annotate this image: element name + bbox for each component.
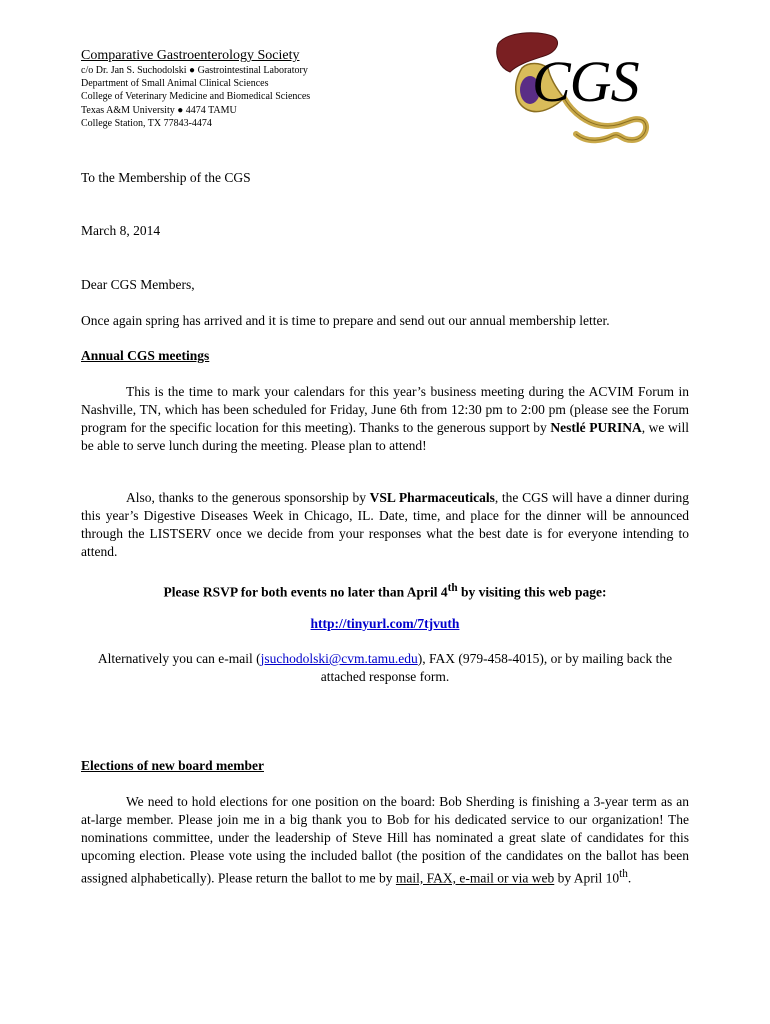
rsvp-line [81,579,689,602]
org-name: Comparative Gastroenterology Society [81,48,300,63]
elections-deadline: by April 10 [554,870,620,886]
alt-text: Alternatively you can e-mail ( [97,651,261,666]
sponsor-vsl: VSL Pharmaceuticals [369,490,495,505]
logo-text: CGS [532,49,639,114]
intro-paragraph: Once again spring has arrived and it is time to prepare and send out our annual membership letter. [81,313,610,328]
section-heading-meetings: Annual CGS meetings [81,348,210,363]
meetings-p2-text: Also, thanks to the generous sponsorship by [126,490,370,505]
letterhead [81,48,501,130]
letter-date: March 8, 2014 [81,223,161,238]
rsvp-text-end: by visiting this web page: [457,584,607,600]
cgs-logo [492,28,654,154]
sponsor-purina: Nestlé PURINA [550,420,642,435]
meetings-p1-text: This is the time to mark your calendars for this year’s business meeting during the ACVIM Forum in Nashville, TN, which has been scheduled for Friday, June 6th from 12:30 pm to 2:00 pm (please see the Forum program for the specific location for this meeting). Thanks to the generous support by [81,384,689,435]
alt-text-end: ), FAX (979-458-4015), or by mailing back the attached response form. [320,651,673,684]
meetings-p1-text-end: , we will be able to serve lunch during the meeting. Please plan to attend! [81,420,689,453]
address-line-2: Department of Small Animal Clinical Sciences [81,78,269,90]
elections-sup: th [619,868,628,880]
meetings-p2-text-end: , the CGS will have a dinner during this year’s Digestive Diseases Week in Chicago, IL. Date, time, and place for the dinner will be announced through the LISTSERV once we decide from your responses what the best date is for everyone intending to attend. [81,490,690,559]
salutation: Dear CGS Members, [81,277,195,292]
elections-end: . [627,870,632,886]
rsvp-sup: th [447,582,458,594]
meetings-paragraph-1 [81,383,689,455]
rsvp-text: Please RSVP for both events no later than April 4 [163,584,448,600]
section-heading-elections: Elections of new board member [81,758,264,773]
alternative-contact [81,650,689,686]
return-methods: mail, FAX, e-mail or via web [395,870,555,886]
address-line-4: Texas A&M University ● 4474 TAMU [81,104,237,116]
elections-text: We need to hold elections for one position on the board: Bob Sherding is finishing a 3-year term as an at-large member. Please join me in a big thank you to Bob for his dedicated service to our organization! The nominations committee, under the leadership of Steve Hill has nominated a great slate of candidates for this upcoming election. Please vote using the included ballot (the position of the candidates on the ballot has been assigned alphabetically). Please return the ballot to me by [81,794,689,886]
address-line-5: College Station, TX 77843-4474 [81,117,212,129]
address-line-1: c/o Dr. Jan S. Suchodolski ● Gastrointestinal Laboratory [81,65,308,76]
address-line-3: College of Veterinary Medicine and Biomedical Sciences [81,91,311,103]
rsvp-url-line [81,615,689,633]
recipient-line: To the Membership of the CGS [81,170,251,185]
rsvp-url-link[interactable]: http://tinyurl.com/7tjvuth [310,616,460,631]
email-link[interactable]: jsuchodolski@cvm.tamu.edu [260,651,418,666]
meetings-paragraph-2 [81,489,689,561]
elections-paragraph [81,793,689,888]
